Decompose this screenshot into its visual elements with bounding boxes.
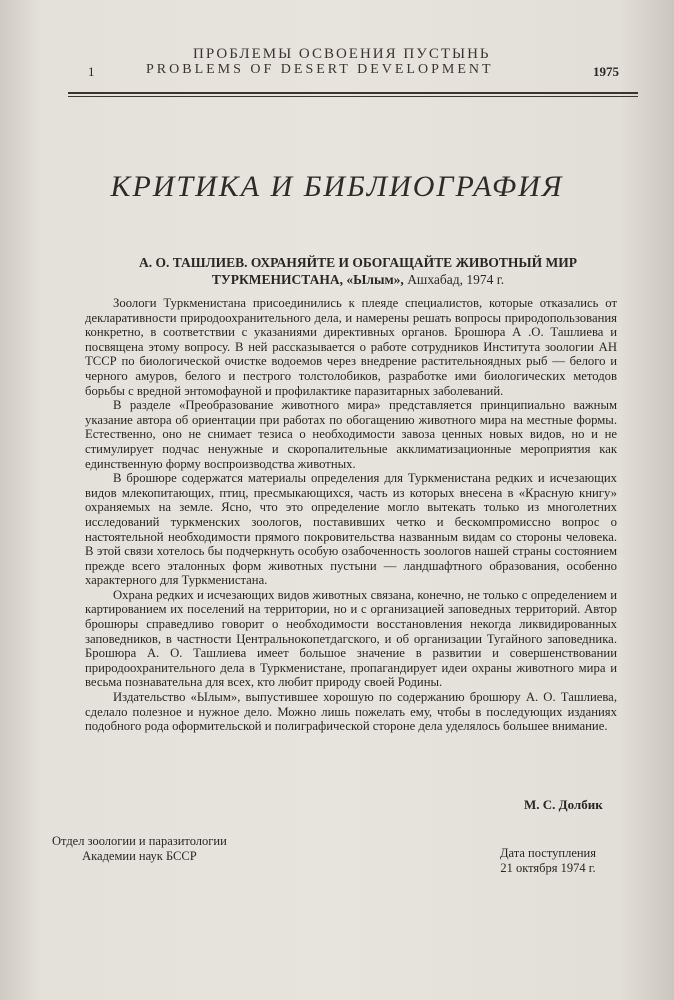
- paragraph: Охрана редких и исчезающих видов животных связана, конечно, не только с определением и картированием их поселений на территории, но и с организацией заповедных территорий. Автор брошюры справедливо говорит о необходимости восстановления некогда ликвидированных заповедников, в частности Центральнокопетдагского, и об организации Тугайного заповедника. Брошюра А. О. Ташлиева имеет большое значение в развитии и совершенствовании природоохранительного дела в Туркменистане, пропагандирует идеи охраны животного мира и весьма познавательна для всех, кто любит природу своей Родины.: [85, 587, 617, 690]
- paragraph: Зоологи Туркменистана присоединились к плеяде специалистов, которые отказались от декларативности природоохранительного дела, и намерены решать вопросы природопользования конкретно, в соответствии с указаниями директивных органов. Брошюра А .О. Ташлиева и посвящена этому вопросу. В ней рассказывается о работе сотрудников Института зоологии АН ТССР по биологической очистке водоемов через внедрение растительноядных рыб — белого и черного амуров, белого и пестрого толстолобиков, разработке ими биологических методов борьбы с вредной энтомофауной и профилактике паразитарных заболеваний.: [85, 296, 617, 398]
- running-header: [68, 40, 638, 100]
- affiliation-line: Академии наук БССР: [82, 849, 197, 863]
- received-date: [500, 846, 596, 876]
- article-imprint: Ашхабад, 1974 г.: [403, 272, 505, 287]
- article-title-main: А. О. ТАШЛИЕВ. ОХРАНЯЙТЕ И ОБОГАЩАЙТЕ ЖИВОТНЫЙ МИР ТУРКМЕНИСТАНА, «Ылым»,: [138, 255, 578, 287]
- paragraph: В разделе «Преобразование животного мира» представляется принципиально важным указание автора об ориентации при работах по обогащению животного мира на местные формы. Естественно, оно не снимает тезиса о необходимости завоза ценных новых видов, но и не стимулирует подчас ненужные и скоропалительные акклиматизационные мероприятия как единственную форму воспроизводства животных.: [85, 398, 617, 471]
- journal-title-ru: ПРОБЛЕМЫ ОСВОЕНИЯ ПУСТЫНЬ: [193, 46, 491, 62]
- affiliation: [52, 834, 227, 864]
- journal-title-en: PROBLEMS OF DESERT DEVELOPMENT: [146, 62, 494, 77]
- article-body: [85, 296, 617, 734]
- issue-number: 1: [88, 64, 95, 79]
- header-rule-thin: [68, 96, 638, 97]
- affiliation-line: Отдел зоологии и паразитологии: [52, 834, 227, 848]
- header-rule-thick: [68, 92, 638, 94]
- issue-year: 1975: [593, 64, 619, 79]
- paragraph: Издательство «Ылым», выпустившее хорошую по содержанию брошюру А. О. Ташлиева, сделало полезное и нужное дело. Можно лишь пожелать ему, чтобы в последующих изданиях подобного рода оформительской и полиграфической стороне дела уделялось большее внимание.: [85, 690, 617, 734]
- received-value: 21 октября 1974 г.: [500, 861, 596, 875]
- paragraph: В брошюре содержатся материалы определения для Туркменистана редких и исчезающих видов млекопитающих, птиц, пресмыкающихся, часть из которых внесена в «Красную книгу» охраняемых на земле. Ясно, что это определение могло вытекать только из многолетних исследований туркменских зоологов, поставивших четко и бескомпромиссно вопрос о настоятельной необходимости прямого покровительства названным видам со стороны человека. В этой связи хотелось бы подчеркнуть особую озабоченность зоологов нашей страны состоянием прежде всего эталонных форм животных пустыни — ландшафтного образования, особенно характерного для Туркменистана.: [85, 471, 617, 588]
- received-label: Дата поступления: [500, 846, 596, 860]
- section-title: КРИТИКА И БИБЛИОГРАФИЯ: [110, 170, 564, 203]
- article-title: [108, 254, 608, 288]
- reviewer-name: М. С. Долбик: [524, 797, 603, 812]
